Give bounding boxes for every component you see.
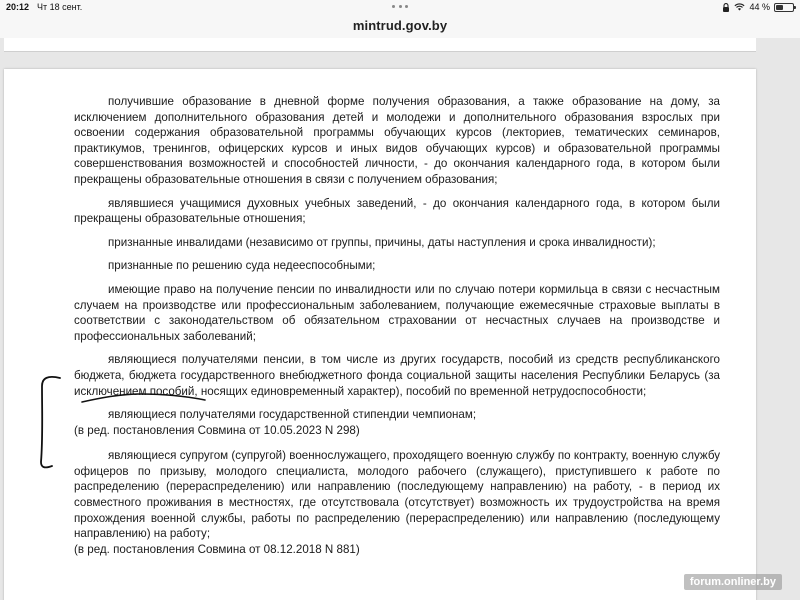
watermark: forum.onliner.by <box>684 574 782 590</box>
paragraph-pension-accident: имеющие право на получение пенсии по инвалидности или по случаю потери кормильца в связи с несчастным случаем на производстве или профессиональным заболеванием, получающие ежемесячные страховые выплаты в соответствии с законодательством об обязательном страховании от несчастных случаев на производстве и профессиональных заболеваний; <box>74 282 720 343</box>
battery-fill <box>776 5 783 10</box>
address-bar[interactable] <box>0 16 800 38</box>
paragraph-religious-students: являвшиеся учащимися духовных учебных заведений, - до окончания календарного года, в котором были прекращены образовательные отношения; <box>74 196 720 226</box>
wifi-icon <box>734 3 745 11</box>
previous-page-edge <box>4 38 756 52</box>
document-text <box>74 94 720 567</box>
status-date: Чт 18 сент. <box>37 2 83 12</box>
battery-icon <box>774 3 794 12</box>
paragraph-military-spouse: являющиеся супругом (супругой) военнослужащего, проходящего военную службу по контракту, военную службу офицеров по призыву, молодого специалиста, молодого рабочего (служащего), приступившего к работе по распределению (перераспределению) или направлению (последующему направлению) на работу, - в период их совместного проживания в местностях, где отсутствовала (отсутствует) возможность их трудоустройства на время прохождения военной службы, работы по распределению (перераспределению) или направлению (последующему направлению) на работу; <box>74 449 720 541</box>
battery-percent: 44 % <box>749 2 770 12</box>
paragraph-education: получившие образование в дневной форме получения образования, а также образование на дому, за исключением дополнительного образования детей и молодежи и дополнительного образования взрослых при освоении содержания образовательной программы обучающих курсов (лекториев, тематических семинаров, практикумов, тренингов, офицерских курсов и иных видов обучающих курсов) и образовательной программы совершенствования возможностей и способностей личности, - до окончания календарного года, в котором были прекращены образовательные отношения в связи с получением образования; <box>74 95 720 186</box>
url-display[interactable]: mintrud.gov.by <box>352 18 448 33</box>
handwritten-underline-annotation <box>80 388 210 408</box>
edition-note-2018: (в ред. постановления Совмина от 08.12.2018 N 881) <box>74 542 360 556</box>
paragraph-incapable: признанные по решению суда недееспособными; <box>108 259 376 273</box>
paragraph-disabled: признанные инвалидами (независимо от группы, причины, даты наступления и срока инвалидности); <box>108 235 656 249</box>
multitasking-dots-icon[interactable] <box>392 5 408 9</box>
edition-note-2023: (в ред. постановления Совмина от 10.05.2023 N 298) <box>74 423 360 437</box>
status-indicators <box>722 2 794 12</box>
status-bar <box>0 0 800 16</box>
orientation-lock-icon <box>722 3 730 12</box>
paragraph-champion-stipend: являющиеся получателями государственной стипендии чемпионам; <box>108 408 477 422</box>
handwritten-bracket-annotation <box>30 372 130 472</box>
paragraph-pension-recipients: являющиеся получателями пенсии, в том числе из других государств, пособий из средств республиканского бюджета, бюджета государственного внебюджетного фонда социальной защиты населения Республики Беларусь (за исключением пособий, носящих единовременный характер), пособий по временной нетрудоспособности; <box>74 353 720 398</box>
status-time: 20:12 <box>6 2 30 12</box>
